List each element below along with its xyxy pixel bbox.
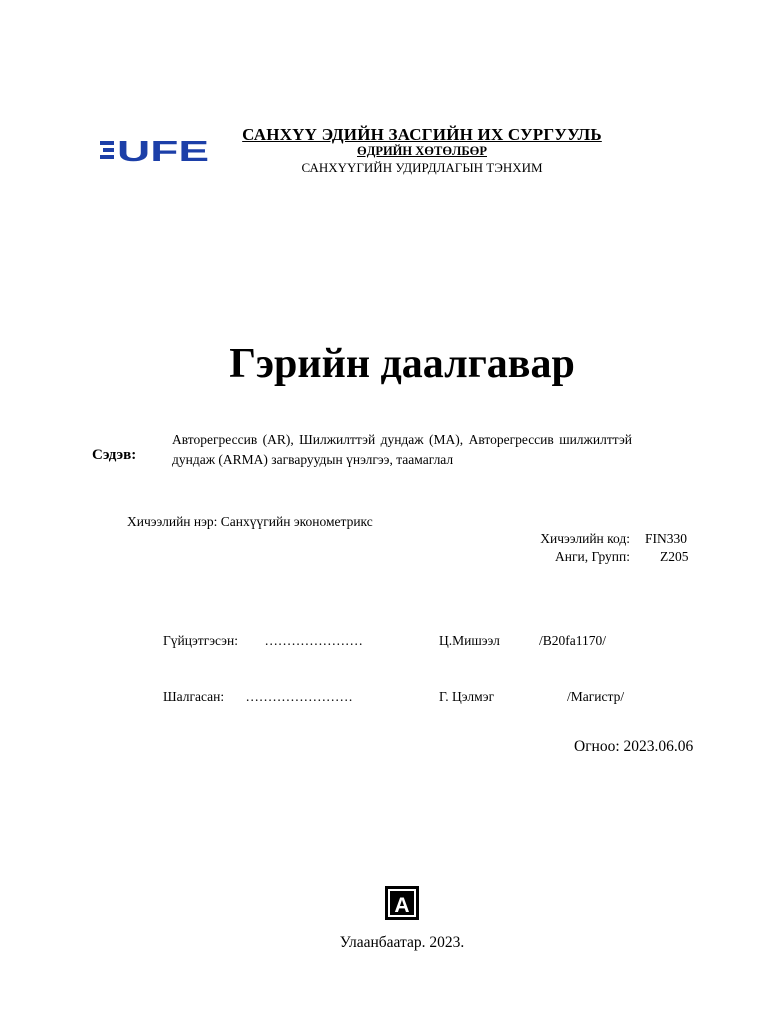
ufe-logo-text: UFE xyxy=(117,136,209,164)
checker-title: /Магистр/ xyxy=(567,689,625,704)
ufe-logo-stripes-icon xyxy=(100,141,114,159)
checker-signature-line: ........................ xyxy=(246,689,354,704)
performer-label: Гүйцэтгэсэн: xyxy=(163,633,238,648)
university-name: САНХҮҮ ЭДИЙН ЗАСГИЙН ИХ СУРГУУЛЬ xyxy=(242,125,602,144)
course-code-value: FIN330 xyxy=(645,531,688,546)
checker-name: Г. Цэлмэг xyxy=(439,689,495,704)
checker-label: Шалгасан: xyxy=(163,689,225,704)
ufe-logo xyxy=(100,136,210,164)
footer-city-year: Улаанбаатар. 2023. xyxy=(339,934,465,951)
performer-id: /B20fa1170/ xyxy=(539,633,606,648)
group-label: Анги, Групп: xyxy=(555,549,630,564)
course-name: Хичээлийн нэр: Санхүүгийн эконометрикс xyxy=(127,514,373,529)
performer-name: Ц.Мишээл xyxy=(439,633,500,648)
page-title: Гэрийн даалгавар xyxy=(229,341,575,387)
course-code-label: Хичээлийн код: xyxy=(540,531,630,546)
group-value: Z205 xyxy=(660,549,689,564)
topic-text: Авторегрессив (AR), Шилжилттэй дундаж (MA), Авторегрессив шилжилттэй дундаж (ARMA) загваруудын үнэлгээ, таамаглал xyxy=(172,432,632,467)
topic-label: Сэдэв: xyxy=(92,447,137,463)
program-name: ӨДРИЙН ХӨТӨЛБӨР xyxy=(357,144,487,158)
publisher-logo-letter: A xyxy=(394,894,410,917)
performer-signature-line: ...................... xyxy=(265,633,364,648)
publisher-logo-icon xyxy=(385,886,419,920)
department-name: САНХҮҮГИЙН УДИРДЛАГЫН ТЭНХИМ xyxy=(301,160,543,175)
document-date: Огноо: 2023.06.06 xyxy=(574,738,694,755)
